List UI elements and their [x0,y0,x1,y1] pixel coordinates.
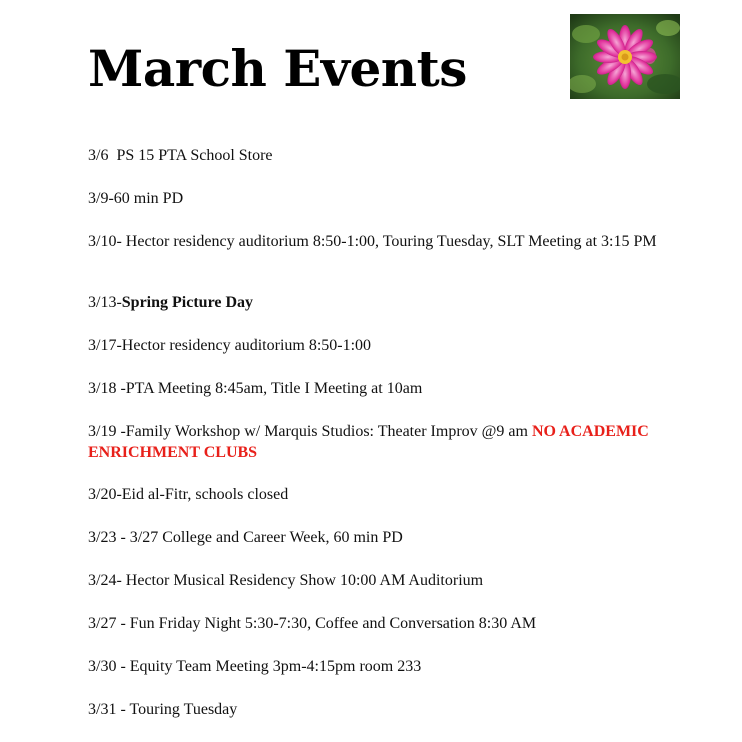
event-date: 3/20 [88,486,117,503]
event-item [88,292,703,313]
event-date: 3/24 [88,572,117,589]
event-date: 3/6 [88,147,109,164]
event-item [88,570,703,591]
event-highlight: Spring Picture Day [121,294,254,311]
event-text: - Hector Musical Residency Show 10:00 AM Auditorium [116,572,484,589]
page-title: March Events [88,39,467,98]
event-date: 3/31 [88,701,117,718]
event-date: 3/19 [88,423,117,440]
event-text: - Hector residency auditorium 8:50-1:00, Touring Tuesday, SLT Meeting at 3:15 PM [116,233,657,250]
event-text: -Hector residency auditorium 8:50-1:00 [116,337,372,354]
event-item [88,231,703,252]
event-date: 3/10 [88,233,117,250]
event-item [88,656,703,677]
event-date: 3/18 [88,380,117,397]
event-date: 3/13 [88,294,117,311]
event-item [88,421,703,463]
event-text: - Touring Tuesday [116,701,238,718]
event-date: 3/9 [88,190,109,207]
event-item [88,145,703,166]
event-item [88,188,703,209]
event-text: -60 min PD [108,190,184,207]
event-date: 3/27 [88,615,117,632]
event-item [88,484,703,505]
event-date: 3/30 [88,658,117,675]
event-text: PS 15 PTA School Store [108,147,273,164]
event-text: - 3/27 College and Career Week, 60 min PD [116,529,403,546]
event-item [88,527,703,548]
event-alert: NO ACADEMIC ENRICHMENT CLUBS [88,423,649,461]
event-date: 3/23 [88,529,117,546]
event-text: - Equity Team Meeting 3pm-4:15pm room 233 [116,658,422,675]
event-item [88,613,703,634]
event-text: - Fun Friday Night 5:30-7:30, Coffee and Conversation 8:30 AM [116,615,537,632]
event-item [88,378,703,399]
event-item [88,699,703,720]
event-item [88,335,703,356]
event-text: -Family Workshop w/ Marquis Studios: Theater Improv @9 am [116,423,532,440]
event-text: - [116,294,122,311]
event-text: -PTA Meeting 8:45am, Title I Meeting at 10am [116,380,423,397]
flower-icon [570,14,680,99]
event-text: -Eid al-Fitr, schools closed [116,486,289,503]
event-date: 3/17 [88,337,117,354]
